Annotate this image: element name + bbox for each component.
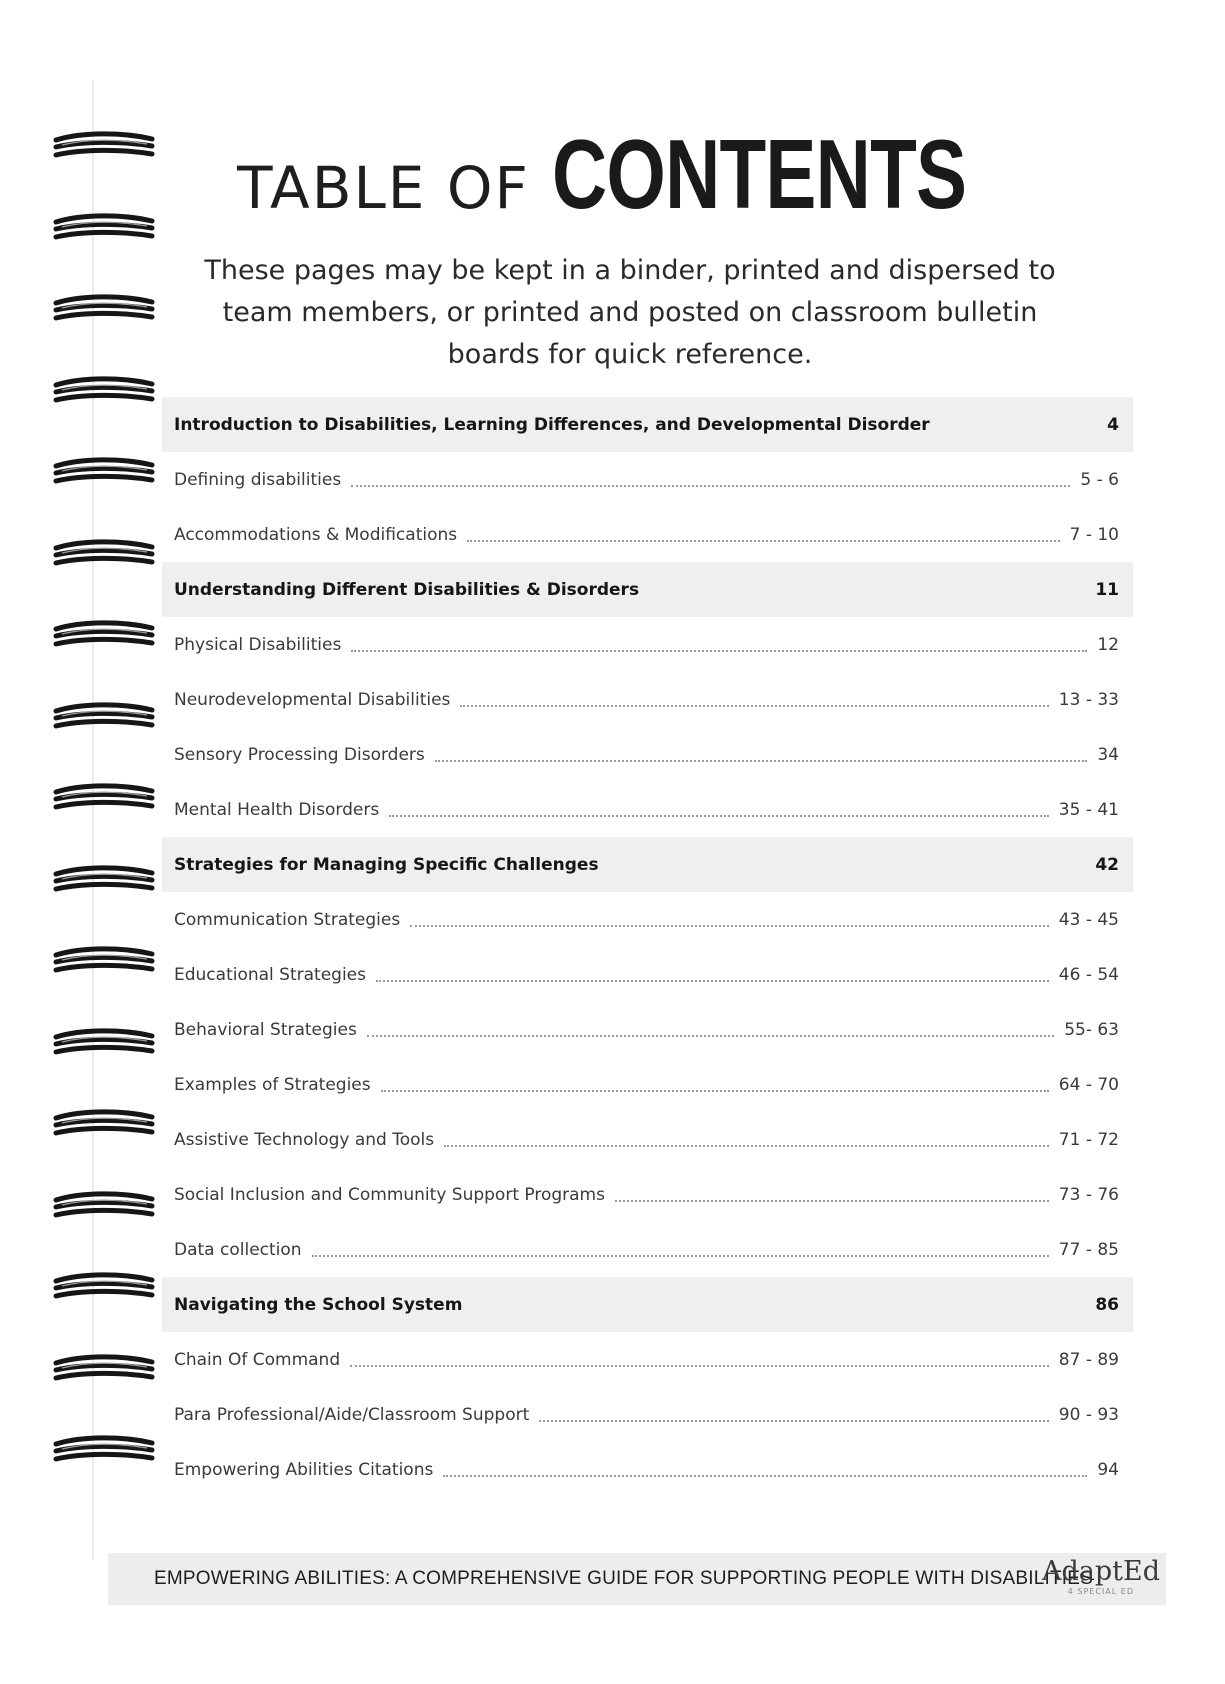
toc-entry-pages: 35 - 41: [1058, 799, 1119, 820]
table-of-contents: [162, 397, 1133, 1497]
spiral-coil-icon: [52, 1353, 156, 1387]
toc-entry-row: [162, 947, 1133, 1002]
footer-title: EMPOWERING ABILITIES: A COMPREHENSIVE GUIDE FOR SUPPORTING PEOPLE WITH DISABILITIES: [154, 1568, 1093, 1589]
toc-entry-pages: 7 - 10: [1069, 524, 1119, 545]
toc-entry-row: [162, 1167, 1133, 1222]
toc-entry-pages: 4: [1107, 414, 1119, 435]
toc-entry-pages: 64 - 70: [1058, 1074, 1119, 1095]
toc-entry-row: [162, 1332, 1133, 1387]
spiral-coil-icon: [52, 212, 156, 246]
spiral-coil-icon: [52, 1027, 156, 1061]
toc-dot-leader: [435, 758, 1088, 762]
toc-section-row: [162, 1277, 1133, 1332]
toc-dot-leader: [615, 1198, 1049, 1202]
toc-dot-leader: [376, 978, 1049, 982]
toc-entry-label: Para Professional/Aide/Classroom Support: [174, 1404, 530, 1425]
toc-section-row: [162, 837, 1133, 892]
spiral-coil-icon: [52, 782, 156, 816]
toc-dot-leader: [460, 703, 1048, 707]
spiral-coil-icon: [52, 538, 156, 572]
toc-entry-label: Educational Strategies: [174, 964, 366, 985]
toc-entry-row: [162, 617, 1133, 672]
toc-entry-label: Sensory Processing Disorders: [174, 744, 425, 765]
toc-entry-row: [162, 452, 1133, 507]
toc-entry-row: [162, 1222, 1133, 1277]
toc-entry-row: [162, 1387, 1133, 1442]
toc-entry-pages: 87 - 89: [1058, 1349, 1119, 1370]
toc-dot-leader: [443, 1473, 1087, 1477]
toc-entry-row: [162, 1002, 1133, 1057]
toc-entry-row: [162, 1442, 1133, 1497]
intro-paragraph: These pages may be kept in a binder, printed and dispersed to team members, or printed and posted on classroom bulletin boards for quick reference.: [204, 255, 1056, 370]
toc-dot-leader: [539, 1418, 1049, 1422]
toc-entry-pages: 90 - 93: [1058, 1404, 1119, 1425]
toc-entry-pages: 13 - 33: [1058, 689, 1119, 710]
brand-logo: [1042, 1556, 1161, 1596]
toc-entry-pages: 86: [1095, 1294, 1119, 1315]
toc-entry-row: [162, 727, 1133, 782]
spiral-coil-icon: [52, 619, 156, 653]
toc-entry-pages: 34: [1097, 744, 1119, 765]
spiral-coil-icon: [52, 1108, 156, 1142]
toc-section-row: [162, 562, 1133, 617]
toc-entry-label: Empowering Abilities Citations: [174, 1459, 434, 1480]
toc-dot-leader: [351, 648, 1087, 652]
toc-section-row: [162, 397, 1133, 452]
toc-entry-row: [162, 1112, 1133, 1167]
spiral-coil-icon: [52, 456, 156, 490]
toc-entry-pages: 42: [1095, 854, 1119, 875]
toc-dot-leader: [472, 1309, 1085, 1311]
toc-entry-label: Social Inclusion and Community Support Programs: [174, 1184, 605, 1205]
toc-dot-leader: [940, 429, 1097, 431]
toc-entry-row: [162, 892, 1133, 947]
toc-entry-label: Navigating the School System: [174, 1294, 463, 1315]
toc-entry-pages: 11: [1095, 579, 1119, 600]
toc-dot-leader: [367, 1033, 1054, 1037]
spiral-coil-icon: [52, 864, 156, 898]
toc-entry-pages: 43 - 45: [1058, 909, 1119, 930]
toc-dot-leader: [350, 1363, 1049, 1367]
toc-dot-leader: [444, 1143, 1049, 1147]
toc-entry-row: [162, 1057, 1133, 1112]
spiral-coil-icon: [52, 130, 156, 164]
toc-entry-label: Strategies for Managing Specific Challenges: [174, 854, 599, 875]
spiral-coil-icon: [52, 1190, 156, 1224]
toc-dot-leader: [467, 538, 1059, 542]
brand-name: AdaptEd: [1042, 1556, 1161, 1587]
toc-dot-leader: [312, 1253, 1049, 1257]
toc-entry-label: Accommodations & Modifications: [174, 524, 458, 545]
toc-entry-pages: 73 - 76: [1058, 1184, 1119, 1205]
toc-dot-leader: [351, 483, 1070, 487]
page-title: [160, 118, 1160, 231]
spiral-coil-icon: [52, 945, 156, 979]
toc-entry-label: Communication Strategies: [174, 909, 401, 930]
brand-tagline: 4 SPECIAL ED: [1067, 1587, 1134, 1596]
toc-entry-label: Understanding Different Disabilities & Disorders: [174, 579, 640, 600]
toc-entry-label: Neurodevelopmental Disabilities: [174, 689, 451, 710]
toc-dot-leader: [649, 594, 1085, 596]
spiral-coil-icon: [52, 1434, 156, 1468]
toc-dot-leader: [381, 1088, 1049, 1092]
toc-entry-row: [162, 782, 1133, 837]
toc-entry-label: Chain Of Command: [174, 1349, 341, 1370]
toc-entry-pages: 55- 63: [1064, 1019, 1119, 1040]
toc-entry-pages: 12: [1097, 634, 1119, 655]
toc-dot-leader: [389, 813, 1049, 817]
spiral-coil-icon: [52, 701, 156, 735]
toc-entry-pages: 94: [1097, 1459, 1119, 1480]
toc-entry-pages: 77 - 85: [1058, 1239, 1119, 1260]
toc-entry-label: Defining disabilities: [174, 469, 342, 490]
toc-entry-label: Introduction to Disabilities, Learning Differences, and Developmental Disorder: [174, 414, 930, 435]
toc-entry-row: [162, 672, 1133, 727]
toc-entry-label: Assistive Technology and Tools: [174, 1129, 435, 1150]
toc-entry-label: Examples of Strategies: [174, 1074, 371, 1095]
title-light-text: TABLE OF: [237, 154, 530, 222]
spiral-coil-icon: [52, 375, 156, 409]
spiral-coil-icon: [52, 1271, 156, 1305]
toc-entry-pages: 71 - 72: [1058, 1129, 1119, 1150]
toc-entry-label: Data collection: [174, 1239, 302, 1260]
spiral-coil-icon: [52, 293, 156, 327]
title-bold-text: CONTENTS: [551, 119, 967, 229]
toc-dot-leader: [410, 923, 1049, 927]
toc-entry-row: [162, 507, 1133, 562]
footer-bar: [108, 1553, 1166, 1605]
toc-entry-pages: 5 - 6: [1080, 469, 1119, 490]
toc-entry-label: Behavioral Strategies: [174, 1019, 357, 1040]
toc-entry-label: Mental Health Disorders: [174, 799, 380, 820]
toc-entry-label: Physical Disabilities: [174, 634, 342, 655]
toc-dot-leader: [609, 869, 1086, 871]
toc-entry-pages: 46 - 54: [1058, 964, 1119, 985]
